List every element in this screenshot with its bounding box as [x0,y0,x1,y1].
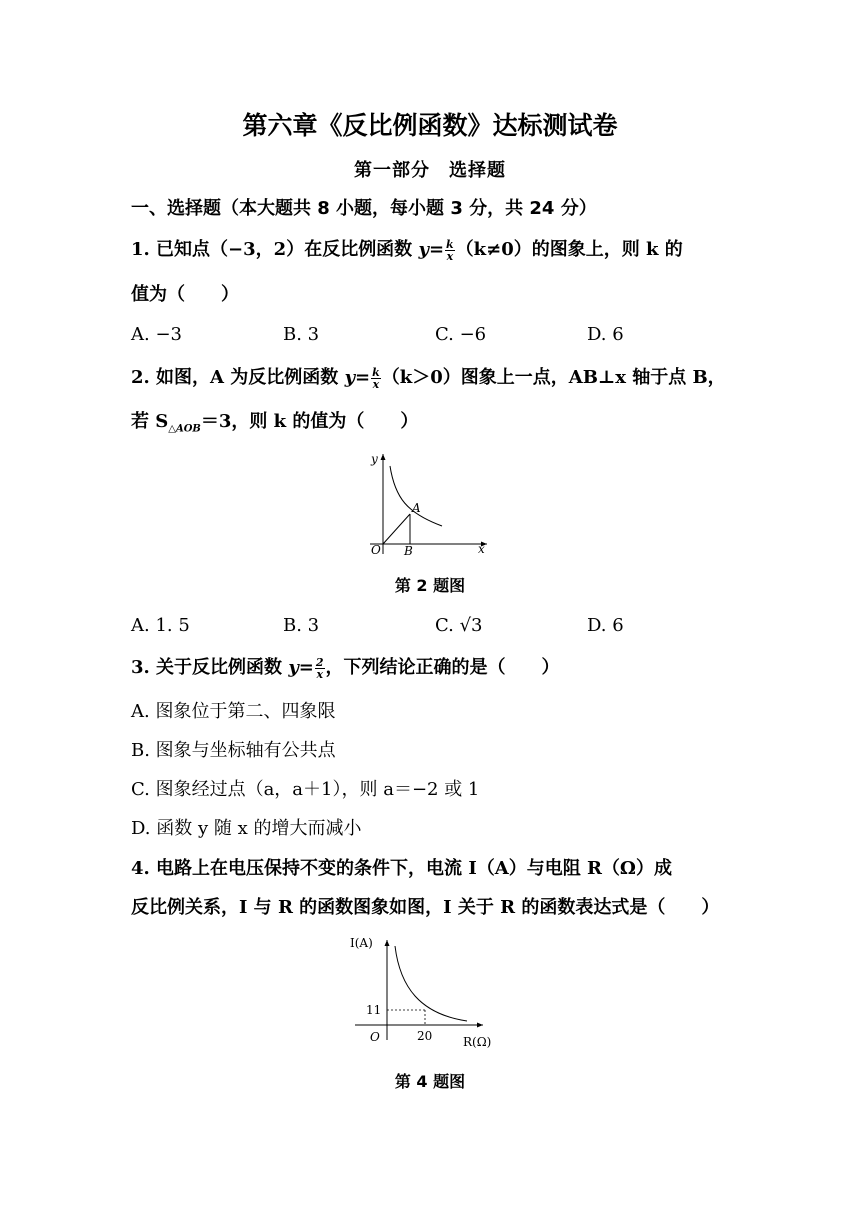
q4-fig-x-value: 20 [417,1029,433,1043]
q2-fraction [371,367,381,390]
q1-frac-num: k [446,237,454,251]
q4-figure [345,932,510,1057]
q3-fraction [315,657,325,680]
q1-option-b[interactable]: B. 3 [283,324,320,345]
q3-y: y [288,657,299,678]
q1-option-c[interactable]: C. −6 [435,324,487,345]
q2-line2: 若 $S_{\triangle AOB}=3$，则 k 的值为（ ） [131,411,419,435]
q2-caption: 第 2 题图 [394,576,466,595]
q2-option-c[interactable]: C. √3 [435,615,483,636]
q2-fig-x-label: x [478,542,485,556]
q1-condition: （k≠0）的图象上，则 k 的 [455,239,683,260]
q2-option-d[interactable]: D. 6 [587,615,624,636]
q1-option-a[interactable]: A. −3 [131,324,182,345]
q2-post: （k＞0）图象上一点，AB⊥x 轴于点 B， [381,367,726,388]
q1-prefix: 1. 已知点（−3，2）在反比例函数 [131,239,419,260]
q3-prefix: 3. 关于反比例函数 [131,657,289,678]
q2-prefix: 2. 如图，A 为反比例函数 [131,367,345,388]
q1-frac-den: x [446,249,454,263]
q4-fig-x-label: R(Ω) [463,1035,492,1049]
q1-eq: = [428,239,445,260]
q4-fig-y-value: 11 [366,1003,382,1017]
q1-y: y [418,239,429,260]
q2-fig-a-label: A [412,501,421,515]
q4-caption: 第 4 题图 [394,1072,466,1091]
q2-subscript: △AOB [168,423,201,435]
q2-frac-den: x [372,377,380,391]
q2-option-a[interactable]: A. 1. 5 [131,615,190,636]
q2-y: y [344,367,356,388]
q3-frac-num: 2 [315,655,324,669]
part-heading: 第一部分 选择题 [354,160,506,181]
q2-figure [362,448,492,558]
q2-fig-y-label: y [371,452,378,466]
q3-option-d[interactable]: D. 函数 y 随 x 的增大而减小 [131,818,362,839]
q1-line1 [131,238,683,262]
q3-frac-den: x [316,667,323,681]
q2-eq: = [355,367,371,388]
q4-line2: 反比例关系，I 与 R 的函数图象如图，I 关于 R 的函数表达式是（ ） [131,897,720,918]
q1-fraction [445,239,455,262]
q2-fig-b-label: B [404,544,413,558]
q4-fig-y-label: I(A) [350,936,373,950]
q3-line1 [131,656,560,680]
q2-option-b[interactable]: B. 3 [283,615,320,636]
q2-fig-o-label: O [371,543,381,557]
q3-option-a[interactable]: A. 图象位于第二、四象限 [131,701,336,722]
page-title: 第六章《反比例函数》达标测试卷 [242,111,618,140]
q1-line2: 值为（ ） [131,284,239,305]
q3-post: ，下列结论正确的是（ ） [325,657,560,678]
q4-fig-o-label: O [370,1030,380,1044]
q4-line1: 4. 电路上在电压保持不变的条件下，电流 I（A）与电阻 R（Ω）成 [131,858,672,879]
q3-option-b[interactable]: B. 图象与坐标轴有公共点 [131,740,336,761]
q3-option-c[interactable]: C. 图象经过点（a，a＋1），则 a＝−2 或 1 [131,779,480,800]
q2-line1 [131,366,726,390]
section-heading: 一、选择题（本大题共 8 小题，每小题 3 分，共 24 分） [131,198,597,219]
q2-frac-num: k [372,365,380,379]
q1-option-d[interactable]: D. 6 [587,324,624,345]
q3-eq: = [298,657,314,678]
